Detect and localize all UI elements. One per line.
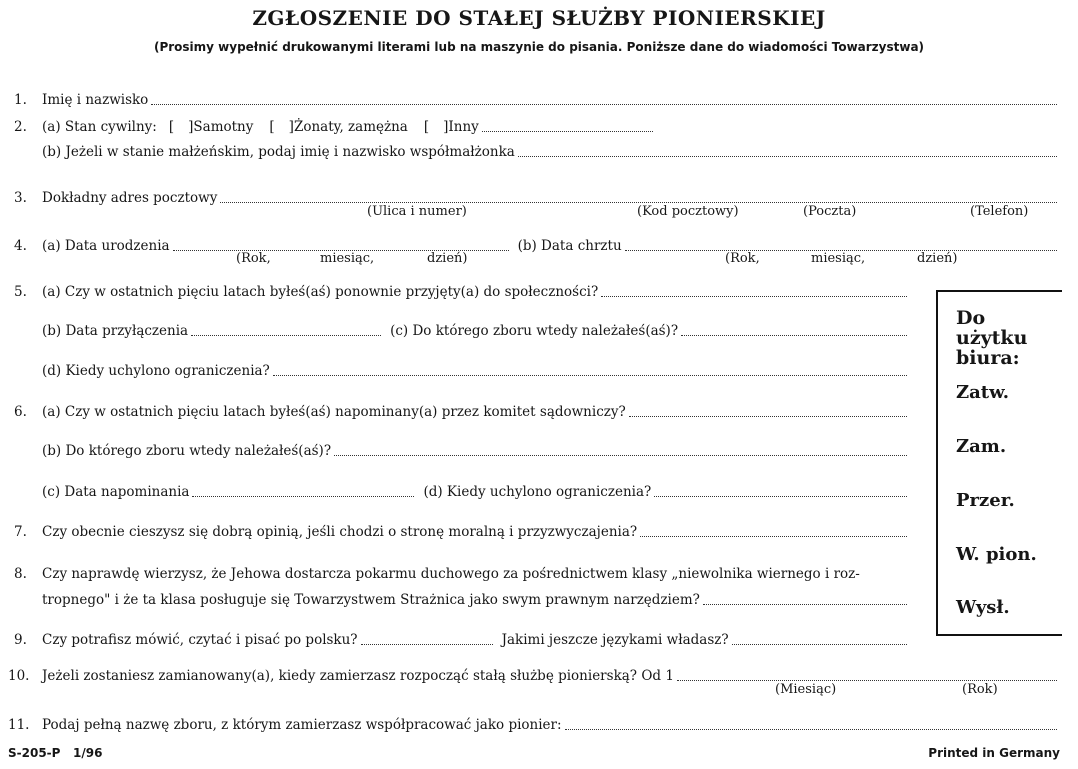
question-10 (8, 668, 1060, 684)
belief-label-line2: tropnego" i że ta klasa posługuje się Towarzystwem Strażnica jako swym prawnym narzędziem? (42, 592, 700, 608)
congregation-field[interactable] (334, 454, 907, 456)
question-5bc (42, 323, 910, 339)
hint-year: (Rok, (725, 251, 760, 266)
reproved-field[interactable] (629, 415, 907, 417)
birth-date-label: (a) Data urodzenia (42, 238, 170, 254)
restrictions-lifted-label: (d) Kiedy uchylono ograniczenia? (42, 363, 270, 379)
name-label: Imię i nazwisko (42, 92, 149, 108)
reproof-date-field[interactable] (192, 495, 414, 497)
restrictions-lifted-field[interactable] (273, 374, 907, 376)
hint-day: dzień) (917, 251, 958, 266)
hint-postcode: (Kod pocztowy) (637, 204, 739, 219)
question-6b (42, 443, 910, 459)
restrictions-lifted-label: (d) Kiedy uchylono ograniczenia? (423, 484, 652, 500)
hint-month: miesiąc, (320, 251, 375, 266)
question-7 (14, 524, 910, 540)
congregation-then-field[interactable] (681, 334, 907, 336)
languages-field[interactable] (732, 643, 907, 645)
reproved-label: (a) Czy w ostatnich pięciu latach byłeś(aś) napominany(a) przez komitet sądowniczy? (42, 404, 626, 420)
join-date-field[interactable] (191, 334, 381, 336)
form-instructions: (Prosimy wypełnić drukowanymi literami lub na maszynie do pisania. Poniższe dane do wiadomości Towarzystwa) (153, 40, 925, 54)
spouse-field[interactable] (518, 155, 1057, 157)
marital-status-label: (a) Stan cywilny: (42, 119, 157, 135)
name-field[interactable] (151, 103, 1057, 105)
question-number: 10. (8, 668, 30, 684)
question-1 (14, 92, 1060, 108)
office-sent: Wysł. (956, 597, 1010, 618)
start-date-field[interactable] (677, 679, 1057, 681)
start-date-label: Jeżeli zostaniesz zamianowany(a), kiedy zamierzasz rozpocząć stałą służbę pionierską? Od 1 (42, 668, 674, 684)
polish-field[interactable] (361, 643, 493, 645)
office-approved: Zatw. (956, 382, 1010, 403)
question-number: 4. (14, 238, 27, 254)
option-single-label: Samotny (193, 119, 254, 135)
question-5a (14, 284, 910, 300)
office-use-box (936, 290, 1062, 636)
hint-year: (Rok) (962, 682, 998, 697)
question-5d (42, 363, 910, 379)
question-11 (8, 717, 1060, 733)
office-appointed: Zam. (956, 436, 1007, 457)
question-8-line2 (42, 592, 910, 608)
reproof-date-label: (c) Data napominania (42, 484, 190, 500)
address-field[interactable] (220, 201, 1057, 203)
checkbox-other[interactable]: [ ] (423, 119, 449, 135)
question-number: 7. (14, 524, 27, 540)
hint-month: miesiąc, (811, 251, 866, 266)
baptism-date-label: (b) Data chrztu (517, 238, 622, 254)
congregation-name-label: Podaj pełną nazwę zboru, z którym zamierzasz współpracować jako pionier: (42, 717, 562, 733)
other-status-field[interactable] (482, 130, 653, 132)
congregation-label: (b) Do którego zboru wtedy należałeś(aś)? (42, 443, 332, 459)
question-6a (14, 404, 910, 420)
reinstated-label: (a) Czy w ostatnich pięciu latach byłeś(aś) ponownie przyjęty(a) do społeczności? (42, 284, 599, 300)
question-number: 6. (14, 404, 27, 420)
office-pioneer: W. pion. (956, 544, 1037, 565)
form-code: S-205-P 1/96 (8, 746, 103, 760)
question-number: 3. (14, 190, 27, 206)
hint-phone: (Telefon) (970, 204, 1029, 219)
office-use-title: Do użytku biura: (956, 307, 1028, 369)
good-standing-label: Czy obecnie cieszysz się dobrą opinią, jeśli chodzi o stronę moralną i przyzwyczajenia? (42, 524, 638, 540)
question-9 (14, 632, 910, 648)
question-2a (14, 119, 656, 135)
question-8-line1 (14, 566, 914, 582)
belief-label-line1: Czy naprawdę wierzysz, że Jehowa dostarcza pokarmu duchowego za pośrednictwem klasy „niewolnika wiernego i roz- (42, 566, 860, 582)
address-label: Dokładny adres pocztowy (42, 190, 218, 206)
hint-street: (Ulica i numer) (367, 204, 467, 219)
congregation-then-label: (c) Do którego zboru wtedy należałeś(aś)? (390, 323, 679, 339)
restrictions-lifted-field[interactable] (654, 495, 907, 497)
question-number: 11. (8, 717, 30, 733)
question-number: 5. (14, 284, 27, 300)
question-number: 2. (14, 119, 27, 135)
hint-month: (Miesiąc) (775, 682, 837, 697)
question-number: 1. (14, 92, 27, 108)
checkbox-single[interactable]: [ ] (168, 119, 194, 135)
hint-year: (Rok, (236, 251, 271, 266)
belief-field[interactable] (703, 603, 907, 605)
question-number: 9. (14, 632, 27, 648)
hint-post-office: (Poczta) (803, 204, 857, 219)
question-2b (42, 144, 1060, 160)
question-6cd (42, 484, 910, 500)
join-date-label: (b) Data przyłączenia (42, 323, 189, 339)
languages-label: Jakimi jeszcze językami władasz? (501, 632, 729, 648)
option-other-label: Inny (448, 119, 479, 135)
question-number: 8. (14, 566, 27, 582)
question-4 (14, 238, 1060, 254)
good-standing-field[interactable] (640, 535, 907, 537)
reinstated-field[interactable] (601, 295, 907, 297)
checkbox-married[interactable]: [ ] (269, 119, 294, 135)
form-title: ZGŁOSZENIE DO STAŁEJ SŁUŻBY PIONIERSKIEJ (252, 6, 826, 30)
office-processed: Przer. (956, 490, 1015, 511)
spouse-label: (b) Jeżeli w stanie małżeńskim, podaj imię i nazwisko współmałżonka (42, 144, 515, 160)
polish-label: Czy potrafisz mówić, czytać i pisać po polsku? (42, 632, 358, 648)
option-married-label: Żonaty, zamężna (293, 119, 408, 135)
congregation-name-field[interactable] (565, 728, 1057, 730)
hint-day: dzień) (427, 251, 468, 266)
printed-note: Printed in Germany (928, 746, 1060, 760)
question-3 (14, 190, 1060, 206)
